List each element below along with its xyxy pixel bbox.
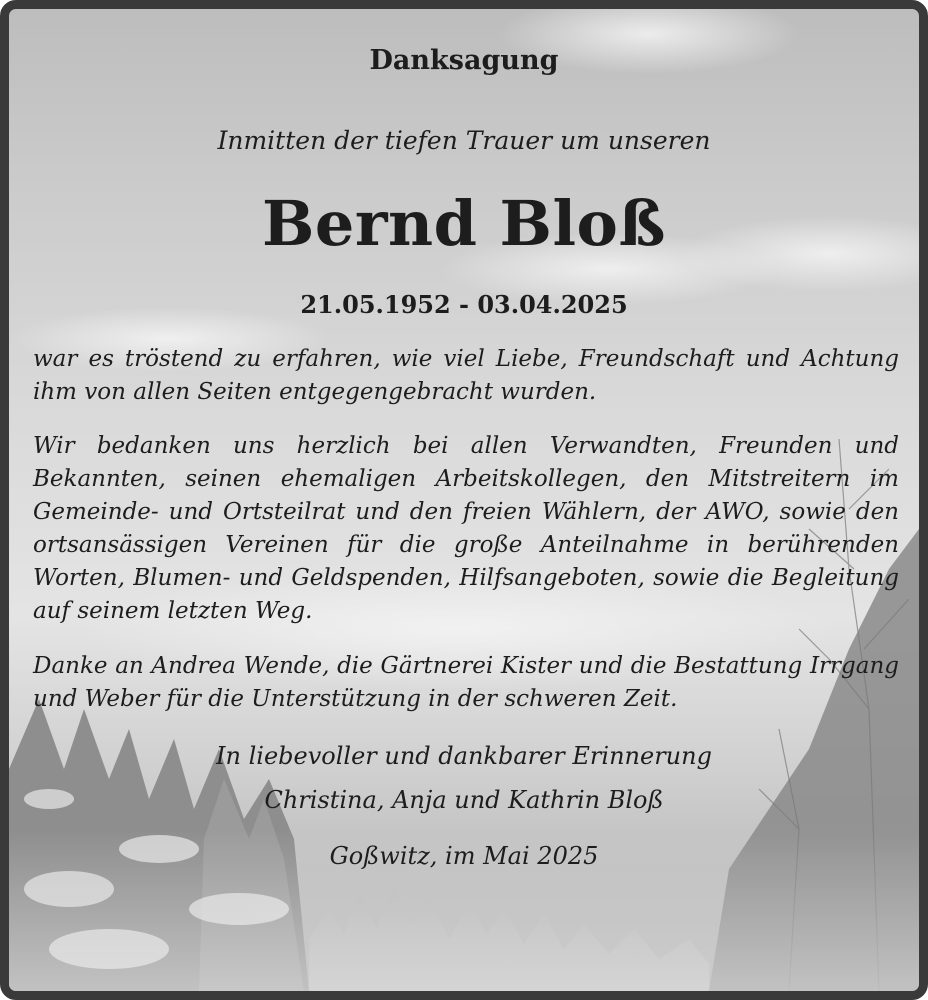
intro-line: Inmitten der tiefen Trauer um unseren bbox=[217, 126, 711, 155]
place-date: Goßwitz, im Mai 2025 bbox=[329, 842, 599, 870]
paragraph-2: Wir bedanken uns herzlich bei allen Verwandten, Freunden und Bekannten, seinen ehemaligen Arbeitskollegen, den Mitstreitern im Gemeinde- und Ortsteilrat und den freien Wählern, der AWO, sowie den ortsansässigen Vereinen für die große Anteilnahme in berührenden Worten, Blumen- und Geldspenden, Hilfsangeboten, sowie die Begleitung auf seinem letzten Weg. bbox=[33, 433, 899, 624]
heading: Danksagung bbox=[369, 45, 559, 76]
signers: Christina, Anja und Kathrin Bloß bbox=[264, 786, 664, 814]
deceased-name: Bernd Bloß bbox=[262, 187, 666, 260]
notice-content bbox=[9, 9, 919, 991]
paragraph-1: war es tröstend zu erfahren, wie viel Liebe, Freundschaft und Achtung ihm von allen Seiten entgegengebracht wurden. bbox=[33, 346, 899, 405]
closing-line: In liebevoller und dankbarer Erinnerung bbox=[216, 742, 712, 770]
paragraph-3: Danke an Andrea Wende, die Gärtnerei Kister und die Bestattung Irrgang und Weber für die Unterstützung in der schweren Zeit. bbox=[33, 653, 899, 712]
life-dates: 21.05.1952 - 03.04.2025 bbox=[300, 290, 628, 319]
